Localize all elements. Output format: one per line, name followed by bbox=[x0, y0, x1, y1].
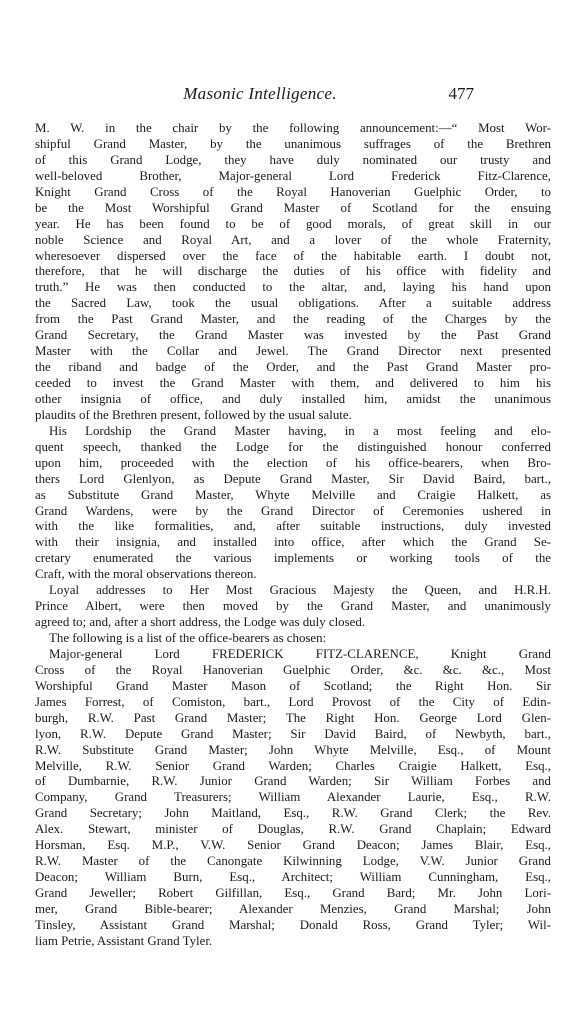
text-line: wheresoever dispersed over the face of the habitable earth. I doubt not, bbox=[35, 248, 551, 263]
text-line: of this Grand Lodge, they have duly nominated our trusty and bbox=[35, 152, 551, 167]
text-line: of Dumbarnie, R.W. Junior Grand Warden; Sir William Forbes and bbox=[35, 774, 551, 789]
text-line: Knight Grand Cross of the Royal Hanoverian Guelphic Order, to bbox=[35, 184, 551, 199]
text-line: the Sacred Law, took the usual obligations. After a suitable address bbox=[35, 296, 551, 311]
text-line: thers Lord Glenlyon, as Depute Grand Master, Sir David Baird, bart., bbox=[35, 471, 551, 486]
text-line: year. He has been found to be of good morals, of great skill in our bbox=[35, 216, 551, 231]
text-line: Major-general Lord FREDERICK FITZ-CLARENCE, Knight Grand bbox=[49, 646, 551, 661]
text-line: The following is a list of the office-bearers as chosen: bbox=[49, 631, 327, 645]
text-line: therefore, that he will discharge the duties of his office with fidelity and bbox=[35, 264, 551, 279]
text-line: Master with the Collar and Jewel. The Grand Director next presented bbox=[35, 344, 551, 359]
text-line: Grand Secretary; John Maitland, Esq., R.W. Grand Clerk; the Rev. bbox=[35, 806, 551, 821]
text-line: cretary enumerated the various implements or working tools of the bbox=[35, 551, 551, 566]
text-line: Craft, with the moral observations thereon. bbox=[35, 567, 257, 582]
text-line: Company, Grand Treasurers; William Alexander Laurie, Esq., R.W. bbox=[35, 790, 551, 805]
text-line: with the like formalities, and, after suitable instructions, duly invested bbox=[35, 519, 551, 534]
text-line: Grand Secretary, the Grand Master was invested by the Past Grand bbox=[35, 328, 551, 343]
body-text bbox=[35, 121, 551, 950]
text-line: lyon, R.W. Depute Grand Master; Sir David Baird, of Newbyth, bart., bbox=[35, 726, 551, 741]
text-line: well-beloved Brother, Major-general Lord Frederick Fitz-Clarence, bbox=[35, 168, 551, 183]
text-line: shipful Grand Master, by the unanimous suffrages of the Brethren bbox=[35, 136, 551, 151]
text-line: Grand Jeweller; Robert Gilfillan, Esq., Grand Bard; Mr. John Lori- bbox=[35, 886, 551, 900]
text-line: R.W. Master of the Canongate Kilwinning Lodge, V.W. Junior Grand bbox=[35, 854, 551, 869]
text-line: the riband and badge of the Order, and the Past Grand Master pro- bbox=[35, 360, 551, 375]
text-line: Worshipful Grand Master Mason of Scotland; the Right Hon. Sir bbox=[35, 678, 551, 693]
text-line: as Substitute Grand Master, Whyte Melville and Craigie Halkett, as bbox=[35, 487, 551, 502]
text-line: mer, Grand Bible-bearer; Alexander Menzies, Grand Marshal; John bbox=[35, 901, 551, 916]
text-line: Loyal addresses to Her Most Gracious Majesty the Queen, and H.R.H. bbox=[49, 583, 551, 598]
page-header bbox=[0, 84, 584, 108]
text-line: liam Petrie, Assistant Grand Tyler. bbox=[35, 933, 213, 948]
text-line: other insignia of office, and duly installed him, amidst the unanimous bbox=[35, 391, 551, 406]
text-line: Melville, R.W. Senior Grand Warden; Charles Craigie Halkett, Esq., bbox=[35, 758, 551, 773]
text-line: James Forrest, of Comiston, bart., Lord Provost of the City of Edin- bbox=[35, 694, 551, 709]
text-line: upon him, proceeded with the election of his office-bearers, when Bro- bbox=[35, 455, 551, 470]
text-line: R.W. Substitute Grand Master; John Whyte Melville, Esq., of Mount bbox=[35, 742, 551, 757]
text-line: burgh, R.W. Past Grand Master; The Right Hon. George Lord Glen- bbox=[35, 710, 551, 725]
text-line: with their insignia, and installed into office, after which the Grand Se- bbox=[35, 535, 551, 550]
text-line: Prince Albert, were then moved by the Grand Master, and unanimously bbox=[35, 599, 551, 614]
text-line: quent speech, thanked the Lodge for the distinguished honour conferred bbox=[35, 439, 551, 454]
text-line: ceeded to invest the Grand Master with them, and delivered to him his bbox=[35, 376, 551, 390]
text-line: be the Most Worshipful Grand Master of Scotland for the ensuing bbox=[35, 200, 551, 215]
text-line: plaudits of the Brethren present, followed by the usual salute. bbox=[35, 407, 352, 422]
text-line: M. W. in the chair by the following announcement:—“ Most Wor- bbox=[35, 121, 551, 135]
text-line: Grand Wardens, were by the Grand Director of Ceremonies ushered in bbox=[35, 503, 551, 518]
text-line: His Lordship the Grand Master having, in a most feeling and elo- bbox=[49, 423, 551, 438]
text-line: Deacon; William Burn, Esq., Architect; William Cunningham, Esq., bbox=[35, 870, 551, 885]
text-line: Alex. Stewart, minister of Douglas, R.W. Grand Chaplain; Edward bbox=[35, 822, 551, 837]
text-line: noble Science and Royal Art, and a lover of the whole Fraternity, bbox=[35, 232, 551, 247]
text-line: Horsman, Esq. M.P., V.W. Senior Grand Deacon; James Blair, Esq., bbox=[35, 838, 551, 853]
text-line: truth.” He was then conducted to the altar, and, laying his hand upon bbox=[35, 280, 551, 295]
text-line: Cross of the Royal Hanoverian Guelphic Order, &c. &c. &c., Most bbox=[35, 662, 551, 677]
text-line: from the Past Grand Master, and the reading of the Charges by the bbox=[35, 312, 551, 327]
page-number: 477 bbox=[448, 84, 474, 103]
text-line: Tinsley, Assistant Grand Marshal; Donald Ross, Grand Tyler; Wil- bbox=[35, 917, 551, 932]
running-title: Masonic Intelligence. bbox=[183, 84, 337, 103]
text-line: agreed to; and, after a short address, the Lodge was duly closed. bbox=[35, 615, 366, 630]
